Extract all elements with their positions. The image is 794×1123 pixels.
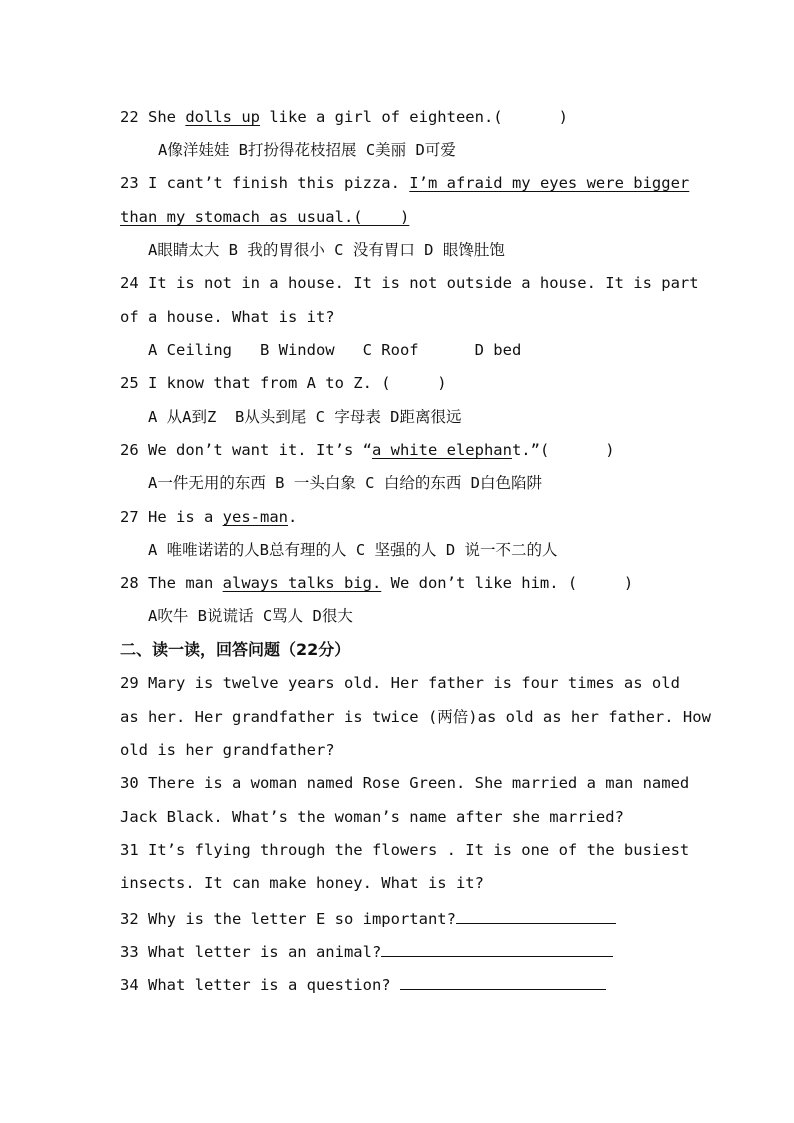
question-26-options: A一件无用的东西 B 一头白象 C 白给的东西 D白色陷阱 xyxy=(148,474,542,492)
question-30-continued: Jack Black. What’s the woman’s name after she married? xyxy=(120,808,624,826)
question-25-options: A 从A到Z B从头到尾 C 字母表 D距离很远 xyxy=(148,408,462,426)
underlined-phrase: yes-man xyxy=(222,508,288,526)
question-text: like a girl of eighteen.( ) xyxy=(260,108,568,126)
question-24: 24 It is not in a house. It is not outside a house. It is part xyxy=(120,274,699,292)
section-heading: 二、读一读，回答问题（22分） xyxy=(120,640,351,659)
question-32 xyxy=(120,907,616,929)
question-text: . xyxy=(287,508,298,526)
question-34 xyxy=(120,973,606,995)
question-30: 30 There is a woman named Rose Green. She married a man named xyxy=(120,774,690,792)
underlined-phrase: than my stomach as usual.( ) xyxy=(120,208,410,226)
question-text: 34 What letter is a question? xyxy=(120,976,400,994)
question-text: 27 He is a xyxy=(120,508,223,526)
question-text: 28 The man xyxy=(120,574,223,592)
question-number: 23 xyxy=(120,174,139,192)
question-29-continued: old is her grandfather? xyxy=(120,741,335,759)
question-22 xyxy=(120,107,568,127)
question-29: 29 Mary is twelve years old. Her father is four times as old xyxy=(120,674,680,692)
question-23 xyxy=(120,173,689,193)
question-27-options: A 唯唯诺诺的人B总有理的人 C 坚强的人 D 说一不二的人 xyxy=(148,541,558,559)
question-26 xyxy=(120,440,615,460)
question-23-continued xyxy=(120,207,409,227)
question-27 xyxy=(120,507,297,527)
question-25: 25 I know that from A to Z. ( ) xyxy=(120,374,447,392)
question-text: 33 What letter is an animal? xyxy=(120,943,382,961)
question-24-continued: of a house. What is it? xyxy=(120,308,335,326)
question-28-options: A吹牛 B说谎话 C骂人 D很大 xyxy=(148,607,353,625)
question-33 xyxy=(120,940,613,962)
question-text: I cant’t finish this pizza. xyxy=(138,174,410,192)
question-text: t.”( ) xyxy=(511,441,615,459)
underlined-phrase: dolls up xyxy=(185,108,260,126)
answer-blank[interactable] xyxy=(400,973,606,990)
question-22-options: A像洋娃娃 B打扮得花枝招展 C美丽 D可爱 xyxy=(158,141,456,159)
question-31-continued: insects. It can make honey. What is it? xyxy=(120,874,484,892)
question-number: 22 xyxy=(120,108,139,126)
question-text: We don’t like him. ( ) xyxy=(381,574,634,592)
question-text: 32 Why is the letter E so important? xyxy=(120,910,456,928)
question-23-options: A眼睛太大 B 我的胃很小 C 没有胃口 D 眼馋肚饱 xyxy=(148,241,505,259)
question-28 xyxy=(120,573,633,593)
underlined-phrase: always talks big. xyxy=(222,574,382,592)
underlined-phrase: I’m afraid my eyes were bigger xyxy=(409,174,690,192)
answer-blank[interactable] xyxy=(456,907,616,924)
question-29-continued: as her. Her grandfather is twice (两倍)as old as her father. How xyxy=(120,708,711,726)
answer-blank[interactable] xyxy=(381,940,613,957)
question-31: 31 It’s flying through the flowers . It is one of the busiest xyxy=(120,841,690,859)
underlined-phrase: a white elephan xyxy=(371,441,512,459)
question-text: 26 We don’t want it. It’s “ xyxy=(120,441,372,459)
question-24-options: A Ceiling B Window C Roof D bed xyxy=(148,341,522,359)
question-text: She xyxy=(138,108,186,126)
